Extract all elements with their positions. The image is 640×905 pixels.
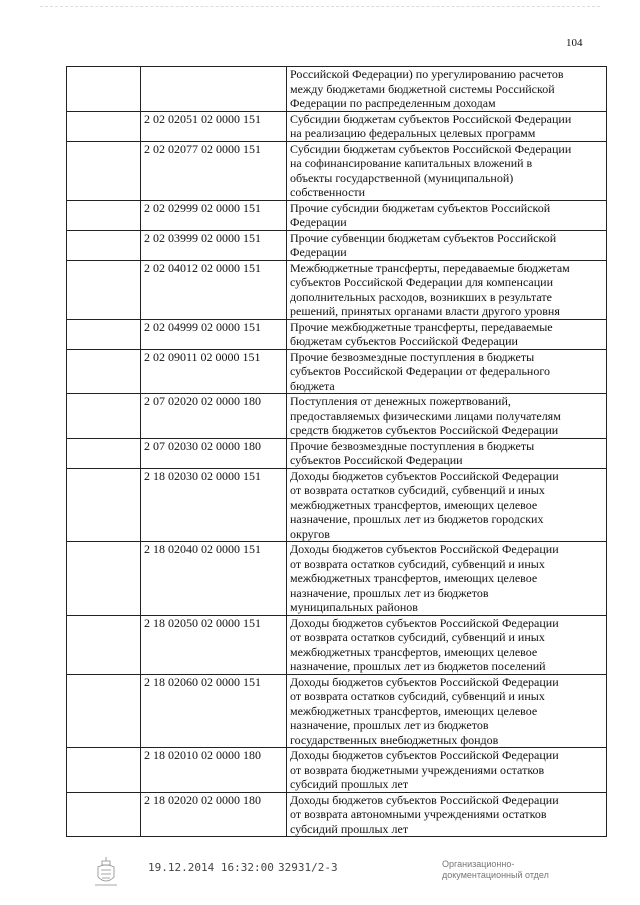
row-blank-cell	[67, 468, 141, 542]
row-description-cell: Субсидии бюджетам субъектов Российской Федерации на софинансирование капитальных вложений в объекты государственной (муниципальной) собственности	[287, 141, 607, 200]
row-blank-cell	[67, 349, 141, 394]
row-code-cell	[141, 67, 287, 112]
row-code-cell: 2 02 03999 02 0000 151	[141, 230, 287, 260]
row-blank-cell	[67, 792, 141, 837]
row-code-cell: 2 18 02020 02 0000 180	[141, 792, 287, 837]
footer-datetime: 19.12.2014 16:32:00	[148, 861, 274, 874]
table-row	[67, 67, 607, 112]
row-blank-cell	[67, 748, 141, 793]
row-description-cell: Доходы бюджетов субъектов Российской Федерации от возврата остатков субсидий, субвенций и иных межбюджетных трансфертов, имеющих целевое назначение, прошлых лет из бюджетов городских округов	[287, 468, 607, 542]
row-blank-cell	[67, 200, 141, 230]
table-body	[67, 67, 607, 837]
page-number: 104	[566, 37, 583, 49]
row-blank-cell	[67, 111, 141, 141]
row-code-cell: 2 02 09011 02 0000 151	[141, 349, 287, 394]
table-row	[67, 438, 607, 468]
table-row	[67, 230, 607, 260]
row-code-cell: 2 02 02077 02 0000 151	[141, 141, 287, 200]
footer-doc-code: 32931/2-3	[278, 861, 338, 874]
table-row	[67, 141, 607, 200]
row-blank-cell	[67, 438, 141, 468]
row-blank-cell	[67, 260, 141, 319]
row-description-cell: Прочие субсидии бюджетам субъектов Российской Федерации	[287, 200, 607, 230]
row-description-cell: Российской Федерации) по урегулированию расчетов между бюджетами бюджетной системы Российской Федерации по распределенным доходам	[287, 67, 607, 112]
row-code-cell: 2 18 02060 02 0000 151	[141, 674, 287, 748]
row-code-cell: 2 18 02030 02 0000 151	[141, 468, 287, 542]
table-row	[67, 615, 607, 674]
row-description-cell: Прочие безвозмездные поступления в бюджеты субъектов Российской Федерации от федерального бюджета	[287, 349, 607, 394]
row-blank-cell	[67, 319, 141, 349]
row-code-cell: 2 18 02040 02 0000 151	[141, 542, 287, 616]
row-description-cell: Субсидии бюджетам субъектов Российской Федерации на реализацию федеральных целевых программ	[287, 111, 607, 141]
row-code-cell: 2 18 02050 02 0000 151	[141, 615, 287, 674]
row-code-cell: 2 02 04999 02 0000 151	[141, 319, 287, 349]
row-description-cell: Доходы бюджетов субъектов Российской Федерации от возврата остатков субсидий, субвенций и иных межбюджетных трансфертов, имеющих целевое назначение, прошлых лет из бюджетов муниципальных районов	[287, 542, 607, 616]
footer-org-stamp: Организационно- документационный отдел	[442, 859, 549, 880]
row-blank-cell	[67, 394, 141, 439]
table-row	[67, 349, 607, 394]
table-row	[67, 319, 607, 349]
row-blank-cell	[67, 674, 141, 748]
row-blank-cell	[67, 141, 141, 200]
row-description-cell: Доходы бюджетов субъектов Российской Федерации от возврата остатков субсидий, субвенций и иных межбюджетных трансфертов, имеющих целевое назначение, прошлых лет из бюджетов государственных внебюджетных фондов	[287, 674, 607, 748]
row-description-cell: Прочие межбюджетные трансферты, передаваемые бюджетам субъектов Российской Федерации	[287, 319, 607, 349]
row-code-cell: 2 02 02051 02 0000 151	[141, 111, 287, 141]
table-row	[67, 674, 607, 748]
table-row	[67, 542, 607, 616]
table-row	[67, 200, 607, 230]
table-row	[67, 792, 607, 837]
row-description-cell: Прочие субвенции бюджетам субъектов Российской Федерации	[287, 230, 607, 260]
row-blank-cell	[67, 67, 141, 112]
table-row	[67, 111, 607, 141]
row-description-cell: Прочие безвозмездные поступления в бюджеты субъектов Российской Федерации	[287, 438, 607, 468]
table-row	[67, 260, 607, 319]
row-description-cell: Межбюджетные трансферты, передаваемые бюджетам субъектов Российской Федерации для компенсации дополнительных расходов, возникших в результате решений, принятых органами власти другого уровня	[287, 260, 607, 319]
row-code-cell: 2 02 02999 02 0000 151	[141, 200, 287, 230]
row-code-cell: 2 07 02020 02 0000 180	[141, 394, 287, 439]
table-row	[67, 394, 607, 439]
row-description-cell: Поступления от денежных пожертвований, предоставляемых физическими лицами получателям средств бюджетов субъектов Российской Федерации	[287, 394, 607, 439]
row-blank-cell	[67, 615, 141, 674]
table-row	[67, 748, 607, 793]
row-blank-cell	[67, 230, 141, 260]
budget-codes-table	[66, 66, 607, 837]
page-footer	[0, 859, 640, 899]
row-code-cell: 2 02 04012 02 0000 151	[141, 260, 287, 319]
row-description-cell: Доходы бюджетов субъектов Российской Федерации от возврата автономными учреждениями остатков субсидий прошлых лет	[287, 792, 607, 837]
row-description-cell: Доходы бюджетов субъектов Российской Федерации от возврата остатков субсидий, субвенций и иных межбюджетных трансфертов, имеющих целевое назначение, прошлых лет из бюджетов поселений	[287, 615, 607, 674]
row-description-cell: Доходы бюджетов субъектов Российской Федерации от возврата бюджетными учреждениями остатков субсидий прошлых лет	[287, 748, 607, 793]
row-code-cell: 2 07 02030 02 0000 180	[141, 438, 287, 468]
scan-edge-line	[40, 6, 600, 9]
table-row	[67, 468, 607, 542]
row-code-cell: 2 18 02010 02 0000 180	[141, 748, 287, 793]
row-blank-cell	[67, 542, 141, 616]
